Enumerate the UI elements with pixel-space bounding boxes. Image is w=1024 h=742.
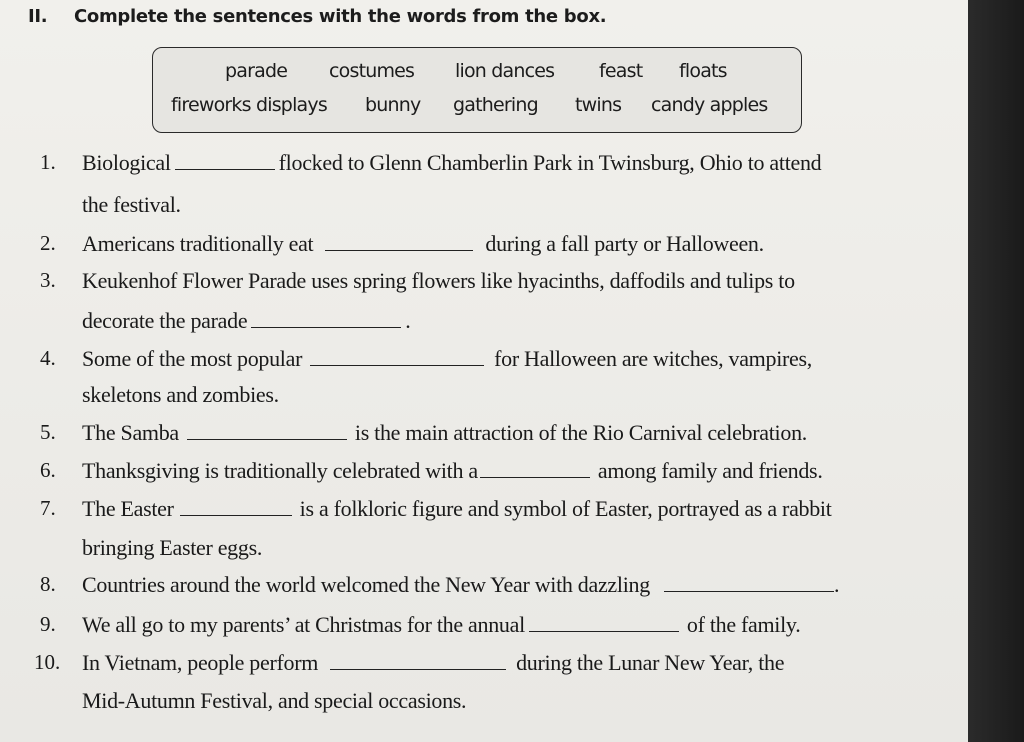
sentence-text: We all go to my parents’ at Christmas for the annual <box>82 612 525 637</box>
item-number: 9. <box>40 612 56 636</box>
sentence-text: during a fall party or Halloween. <box>485 231 764 256</box>
item-number: 10. <box>34 650 61 674</box>
sentence-6 <box>82 458 823 484</box>
item-number: 4. <box>40 346 56 370</box>
sentence-text: of the family. <box>686 612 801 637</box>
answer-blank-1[interactable] <box>175 168 275 170</box>
sentence-text: for Halloween are witches, vampires, <box>494 346 812 371</box>
word-box-item: twins <box>575 94 622 116</box>
item-number: 7. <box>40 496 56 520</box>
item-number: 2. <box>40 231 56 255</box>
sentence-text: Keukenhof Flower Parade uses spring flowers like hyacinths, daffodils and tulips to <box>82 268 795 293</box>
sentence-text: is the main attraction of the Rio Carnival celebration. <box>354 420 807 445</box>
sentence-text: skeletons and zombies. <box>82 382 279 407</box>
answer-blank-5[interactable] <box>187 438 347 440</box>
item-number: 6. <box>40 458 56 482</box>
item-number: 3. <box>40 268 56 292</box>
sentence-5 <box>82 420 807 446</box>
item-number: 1. <box>40 150 56 174</box>
word-box-item: bunny <box>365 94 421 116</box>
word-box-item: candy apples <box>651 94 768 116</box>
section-instruction: Complete the sentences with the words from the box. <box>74 6 607 27</box>
item-number: 8. <box>40 572 56 596</box>
answer-blank-7[interactable] <box>180 514 292 516</box>
sentence-3-cont <box>82 308 411 334</box>
sentence-3 <box>82 268 795 294</box>
sentence-text: The Samba <box>82 420 179 445</box>
sentence-text: Some of the most popular <box>82 346 303 371</box>
sentence-text: Americans traditionally eat <box>82 231 314 256</box>
sentence-text: among family and friends. <box>597 458 823 483</box>
sentence-text: is a folkloric figure and symbol of Easter, portrayed as a rabbit <box>299 496 832 521</box>
item-number: 5. <box>40 420 56 444</box>
sentence-8 <box>82 572 839 598</box>
answer-blank-10[interactable] <box>330 668 506 670</box>
word-box-item: fireworks displays <box>171 94 327 116</box>
word-box-item: feast <box>599 60 643 82</box>
word-box-item: floats <box>679 60 727 82</box>
section-heading <box>28 6 606 27</box>
sentence-text: during the Lunar New Year, the <box>516 650 785 675</box>
sentence-text: Mid-Autumn Festival, and special occasions. <box>82 688 467 713</box>
sentence-text: Thanksgiving is traditionally celebrated with a <box>82 458 478 483</box>
sentence-text: Biological <box>82 150 171 175</box>
sentence-text: bringing Easter eggs. <box>82 535 263 560</box>
sentence-4 <box>82 346 812 372</box>
sentence-7 <box>82 496 832 522</box>
section-number: II. <box>28 6 48 27</box>
sentence-text: . <box>405 308 411 333</box>
sentence-text: the festival. <box>82 192 181 217</box>
sentence-text: The Easter <box>82 496 174 521</box>
answer-blank-8[interactable] <box>664 590 834 592</box>
sentence-text: . <box>833 572 840 597</box>
word-box-item: costumes <box>329 60 415 82</box>
answer-blank-4[interactable] <box>310 364 484 366</box>
page-edge-shadow <box>968 0 1024 742</box>
answer-blank-2[interactable] <box>325 249 473 251</box>
sentence-text: decorate the parade <box>82 308 248 333</box>
word-box <box>152 47 802 133</box>
answer-blank-9[interactable] <box>529 630 679 632</box>
sentence-text: Countries around the world welcomed the New Year with dazzling <box>82 572 650 597</box>
sentence-9 <box>82 612 800 638</box>
sentence-text: In Vietnam, people perform <box>82 650 319 675</box>
word-box-item: lion dances <box>455 60 555 82</box>
sentence-1 <box>82 150 821 176</box>
sentence-text: flocked to Glenn Chamberlin Park in Twinsburg, Ohio to attend <box>278 150 822 175</box>
sentence-10 <box>82 650 784 676</box>
sentence-2 <box>82 231 764 257</box>
answer-blank-3[interactable] <box>251 326 401 328</box>
word-box-item: gathering <box>453 94 538 116</box>
word-box-item: parade <box>225 60 288 82</box>
answer-blank-6[interactable] <box>480 476 590 478</box>
